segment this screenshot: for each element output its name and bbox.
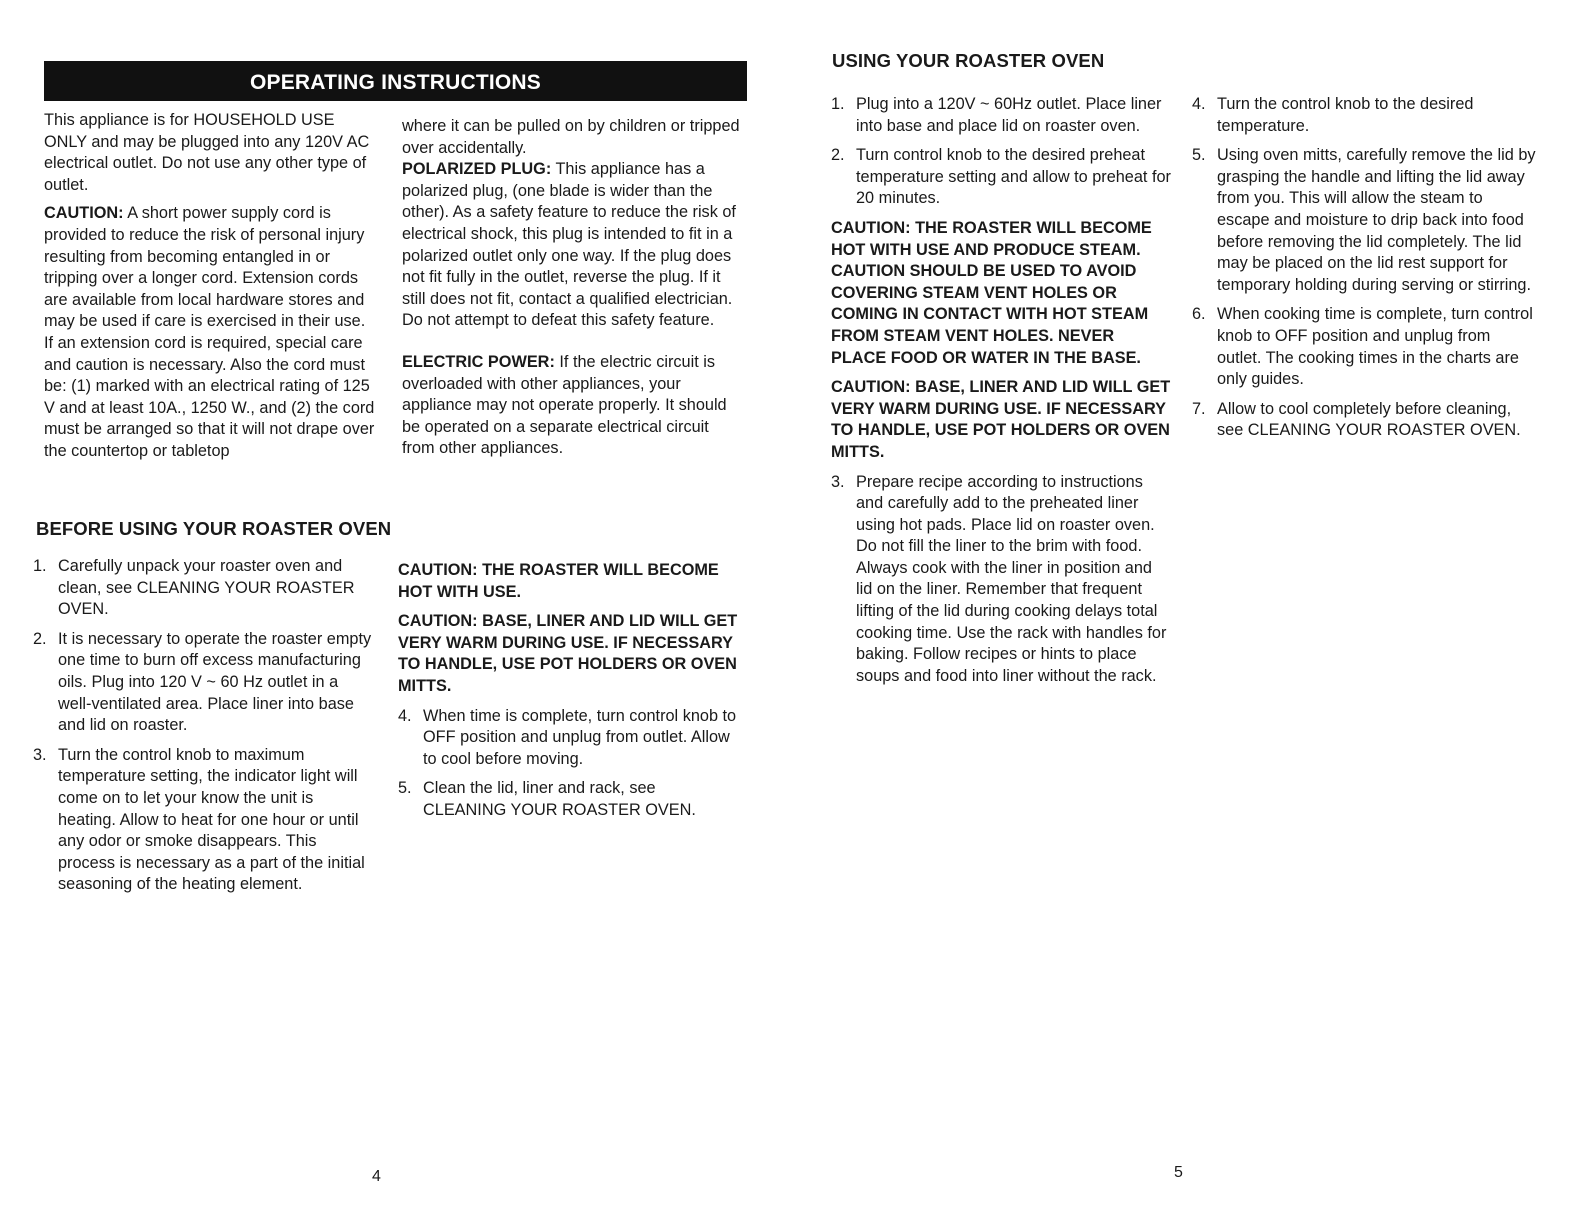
household-use-paragraph: This appliance is for HOUSEHOLD USE ONLY and may be plugged into any 120V AC electrical outlet. Do not use any other type of outlet. [44,111,370,194]
step-text: Turn control knob to the desired preheat temperature setting and allow to preheat for 20 minutes. [856,146,1171,208]
using-roaster-title: USING YOUR ROASTER OVEN [832,50,1105,71]
page-number-right: 5 [1174,1164,1183,1181]
cord-caution-paragraph [44,203,378,462]
step-number: 1. [33,557,47,575]
before-steps-column [33,556,373,904]
step-number: 5. [398,779,412,798]
operating-instructions-banner [44,61,747,101]
banner-title: OPERATING INSTRUCTIONS [249,71,542,95]
list-item [33,745,373,896]
list-item [1192,399,1537,442]
electric-power-text: If the electric circuit is overloaded with other appliances, your appliance may not operate properly. It should be operated on a separate electrical circuit from other appliances. [402,352,727,458]
step-text: Turn the control knob to the desired temperature. [1217,95,1474,135]
using-caution-steam: CAUTION: THE ROASTER WILL BECOME HOT WITH USE AND PRODUCE STEAM. CAUTION SHOULD BE USED TO AVOID COVERING STEAM VENT HOLES OR COMING IN CONTACT WITH HOT STEAM FROM STEAM VENT HOLES. NEVER PLACE FOOD OR WATER IN THE BASE. [831,218,1152,367]
step-text: It is necessary to operate the roaster empty one time to burn off excess manufacturing oils. Plug into 120 V ~ 60 Hz outlet in a well-ventilated area. Place liner into base and lid on roaster. [58,629,372,735]
list-item [831,145,1171,210]
step-number: 2. [831,146,845,165]
cord-caution-text: A short power supply cord is provided to reduce the risk of personal injury resulting from becoming entangled in or tripping over a longer cord. Extension cords are available from local hardware stores and may be used if care is exercised in their use. If an extension cord is required, special care and caution is necessary. Also the cord must be: (1) marked with an electrical rating of 125 V and at least 10A., 1250 W., and (2) the cord must be arranged so that it will not drape over the countertop or tabletop [44,204,375,460]
before-caution-warm: CAUTION: BASE, LINER AND LID WILL GET VERY WARM DURING USE. IF NECESSARY TO HANDLE, USE POT HOLDERS OR OVEN MITTS. [398,612,738,695]
step-number: 7. [1192,399,1206,418]
using-steps-list-c [1192,94,1537,442]
list-item [398,706,743,771]
list-item [33,629,373,737]
step-number: 6. [1192,305,1206,324]
step-text: Prepare recipe according to instructions and carefully add to the preheated liner using hot pads. Place lid on roaster oven. Do not fill the liner to the brim with food. Always cook with the liner in position and lid on the liner. Remember that frequent lifting of the lid during cooking delays total cooking time. Use the rack with handles for baking. Follow recipes or hints to place soups and food into liner without the rack. [856,472,1167,685]
intro-column-left [44,110,378,470]
step-number: 5. [1192,146,1206,165]
step-text: When cooking time is complete, turn control knob to OFF position and unplug from outlet. The cooking times in the charts are only guides. [1217,305,1533,389]
list-item [1192,304,1537,390]
step-number: 2. [33,629,47,648]
step-text: Using oven mitts, carefully remove the lid by grasping the handle and lifting the lid away from you. This will allow the steam to escape and moisture to drip back into food before removing the lid completely. The lid may be placed on the lid rest support for temporary holding during serving or stirring. [1217,146,1536,294]
step-text: Plug into a 120V ~ 60Hz outlet. Place liner into base and place lid on roaster oven. [856,95,1162,135]
step-text: Clean the lid, liner and rack, see CLEANING YOUR ROASTER OVEN. [423,779,696,819]
step-number: 3. [33,745,47,764]
step-number: 4. [1192,95,1206,113]
before-using-title: BEFORE USING YOUR ROASTER OVEN [36,518,392,539]
polarized-plug-label: POLARIZED PLUG: [402,160,552,179]
before-steps-list-continued [398,706,743,822]
list-item [33,556,373,621]
step-number: 3. [831,472,845,491]
list-item [1192,94,1537,137]
step-number: 1. [831,95,845,113]
polarized-plug-paragraph [402,159,742,332]
step-text: Carefully unpack your roaster oven and clean, see CLEANING YOUR ROASTER OVEN. [58,557,355,619]
list-item [831,94,1171,137]
electric-power-label: ELECTRIC POWER: [402,352,555,371]
cord-caution-continuation: where it can be pulled on by children or tripped over accidentally. [402,117,740,157]
electric-power-paragraph [402,352,742,460]
polarized-plug-text: This appliance has a polarized plug, (one blade is wider than the other). As a safety feature to reduce the risk of electrical shock, this plug is intended to fit in a polarized outlet only one way. If the plug does not fit fully in the outlet, reverse the plug. If it still does not fit, contact a qualified electrician. Do not attempt to defeat this safety feature. [402,160,736,330]
using-column-right [1192,94,1537,450]
using-column-left [831,94,1171,695]
using-steps-list-b [831,472,1171,688]
list-item [1192,145,1537,296]
using-caution-warm: CAUTION: BASE, LINER AND LID WILL GET VERY WARM DURING USE. IF NECESSARY TO HANDLE, USE POT HOLDERS OR OVEN MITTS. [831,378,1171,461]
step-text: Turn the control knob to maximum temperature setting, the indicator light will come on to let your know the unit is heating. Allow to heat for one hour or until any odor or smoke disappears. This process is necessary as a part of the initial seasoning of the heating element. [58,745,365,894]
step-number: 4. [398,706,412,725]
before-caution-hot: CAUTION: THE ROASTER WILL BECOME HOT WITH USE. [398,561,719,601]
list-item [831,472,1171,688]
before-steps-list [33,556,373,896]
step-text: Allow to cool completely before cleaning, see CLEANING YOUR ROASTER OVEN. [1217,399,1521,440]
page-number-left: 4 [372,1168,381,1185]
using-steps-list-a [831,94,1171,210]
intro-column-right [402,116,742,467]
cord-caution-label: CAUTION: [44,204,124,223]
list-item [398,778,743,821]
step-text: When time is complete, turn control knob to OFF position and unplug from outlet. Allow to cool before moving. [423,706,737,768]
before-cautions-column [398,560,743,830]
